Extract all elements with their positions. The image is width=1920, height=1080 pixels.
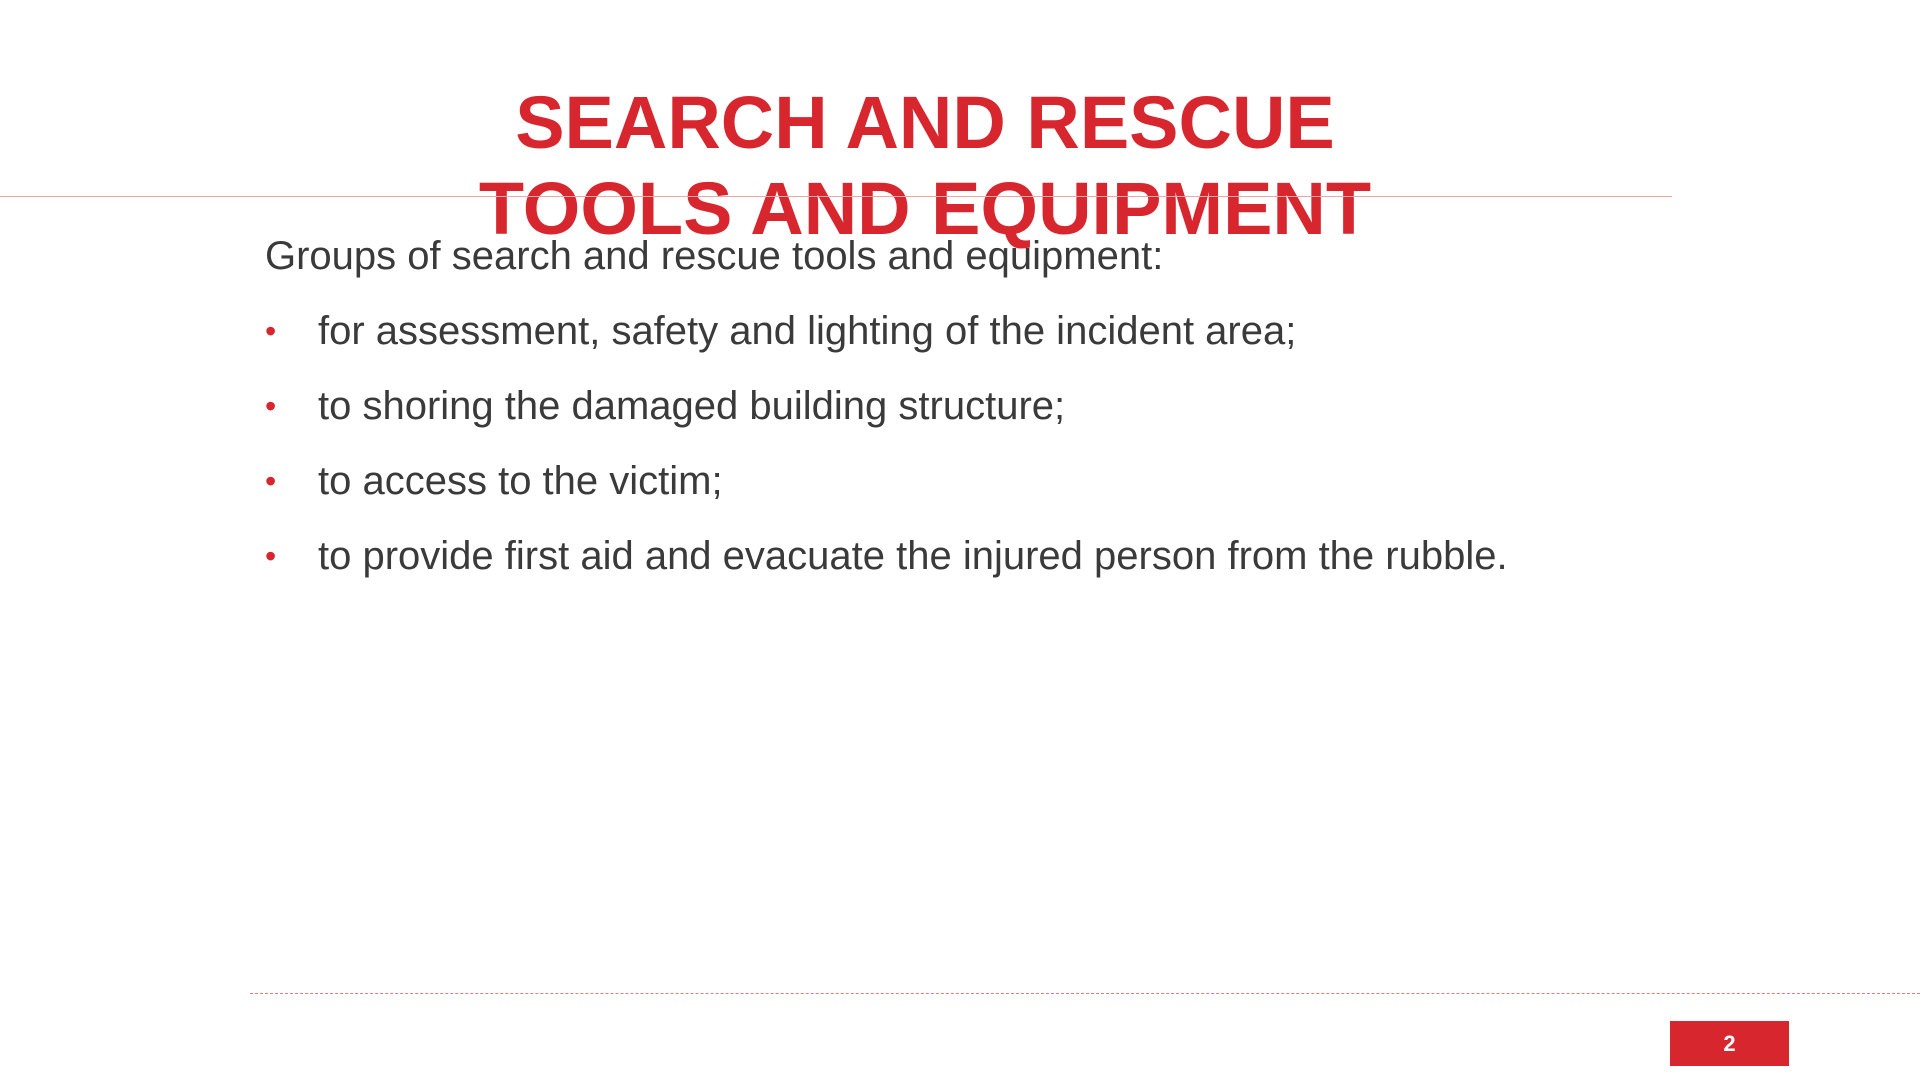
page-number-badge: 2 [1670, 1021, 1789, 1066]
bullet-item [265, 380, 1765, 432]
intro-text: Groups of search and rescue tools and equipment: [265, 234, 1164, 278]
bullet-icon: • [265, 538, 277, 574]
bullet-text: for assessment, safety and lighting of the incident area; [318, 309, 1297, 353]
slide-title [0, 80, 1850, 252]
bullet-icon: • [265, 463, 277, 499]
slide-title-line-2: TOOLS AND EQUIPMENT [478, 166, 1372, 250]
bullet-text: to shoring the damaged building structure; [318, 384, 1066, 428]
bullet-icon: • [265, 313, 277, 349]
bullet-item [265, 455, 1765, 507]
bullet-list [265, 305, 1765, 582]
bullet-icon: • [265, 388, 277, 424]
bullet-item [265, 530, 1765, 582]
footer-divider [250, 993, 1920, 994]
slide-title-line-1: SEARCH AND RESCUE [515, 80, 1335, 164]
slide-body [265, 230, 1765, 582]
bullet-text: to access to the victim; [318, 459, 723, 503]
bullet-item [265, 305, 1765, 357]
title-divider [0, 196, 1672, 197]
bullet-text: to provide first aid and evacuate the injured person from the rubble. [318, 534, 1508, 578]
